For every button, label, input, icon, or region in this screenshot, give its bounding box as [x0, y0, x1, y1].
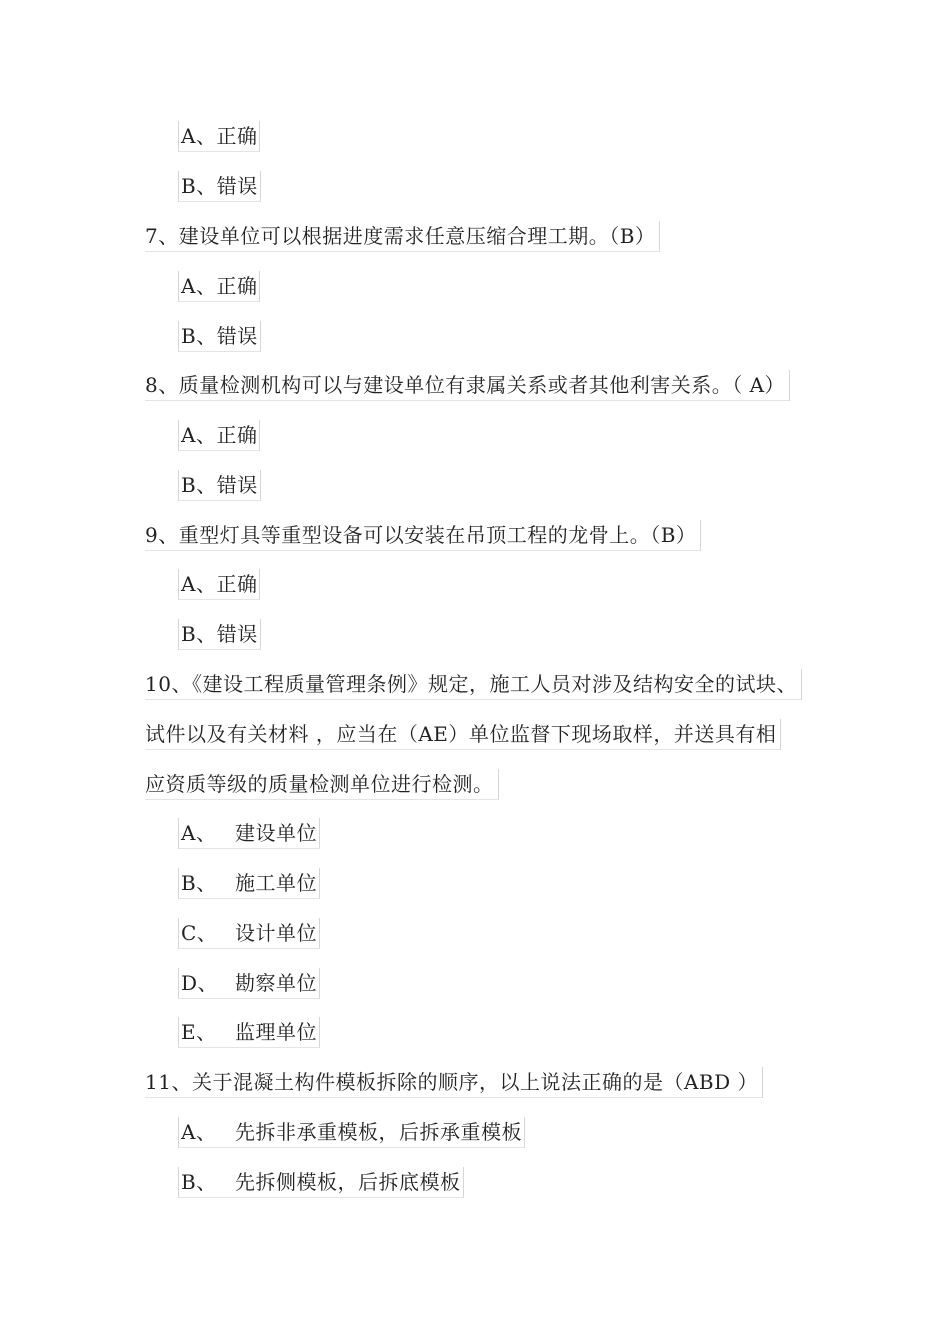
- q10-option-b: [178, 868, 320, 899]
- q10-question-line-1: 10、《建设工程质量管理条例》规定，施工人员对涉及结构安全的试块、: [145, 669, 802, 700]
- option-text: 设计单位: [235, 921, 317, 945]
- q9-option-b: B、错误: [178, 619, 261, 650]
- option-letter: D、: [181, 971, 219, 995]
- q10-option-d: [178, 968, 320, 999]
- option-text: 建设单位: [235, 821, 317, 845]
- option-letter: E、: [181, 1020, 217, 1044]
- q10-question-line-3: 应资质等级的质量检测单位进行检测。: [145, 769, 499, 800]
- option-text: 勘察单位: [235, 971, 317, 995]
- q8-question: 8、质量检测机构可以与建设单位有隶属关系或者其他利害关系。（ A）: [145, 370, 790, 401]
- q9-option-a: A、正确: [178, 569, 260, 600]
- q10-option-e: [178, 1017, 320, 1048]
- q11-option-b: [178, 1167, 464, 1198]
- q6-option-a: A、正确: [178, 121, 260, 152]
- option-text: 监理单位: [235, 1020, 317, 1044]
- q7-question: 7、建设单位可以根据进度需求任意压缩合理工期。（B）: [145, 221, 660, 252]
- q8-option-b: B、错误: [178, 470, 261, 501]
- q7-option-a: A、正确: [178, 271, 260, 302]
- q6-option-b: B、错误: [178, 171, 261, 202]
- q8-option-a: A、正确: [178, 420, 260, 451]
- option-letter: B、: [181, 1170, 217, 1194]
- q10-question-line-2: 试件以及有关材料 ，应当在（AE）单位监督下现场取样，并送具有相: [145, 719, 781, 750]
- option-letter: C、: [181, 921, 218, 945]
- option-letter: A、: [181, 1120, 217, 1144]
- q10-option-a: [178, 818, 320, 849]
- q9-question: 9、重型灯具等重型设备可以安装在吊顶工程的龙骨上。（B）: [145, 520, 701, 551]
- q11-option-a: [178, 1117, 525, 1148]
- q7-option-b: B、错误: [178, 321, 261, 352]
- q10-option-c: [178, 918, 320, 949]
- option-text: 施工单位: [235, 871, 317, 895]
- option-text: 先拆侧模板，后拆底模板: [235, 1170, 461, 1194]
- option-text: 先拆非承重模板，后拆承重模板: [235, 1120, 522, 1144]
- option-letter: B、: [181, 871, 217, 895]
- q11-question: 11、关于混凝土构件模板拆除的顺序，以上说法正确的是（ABD ）: [145, 1067, 763, 1098]
- option-letter: A、: [181, 821, 217, 845]
